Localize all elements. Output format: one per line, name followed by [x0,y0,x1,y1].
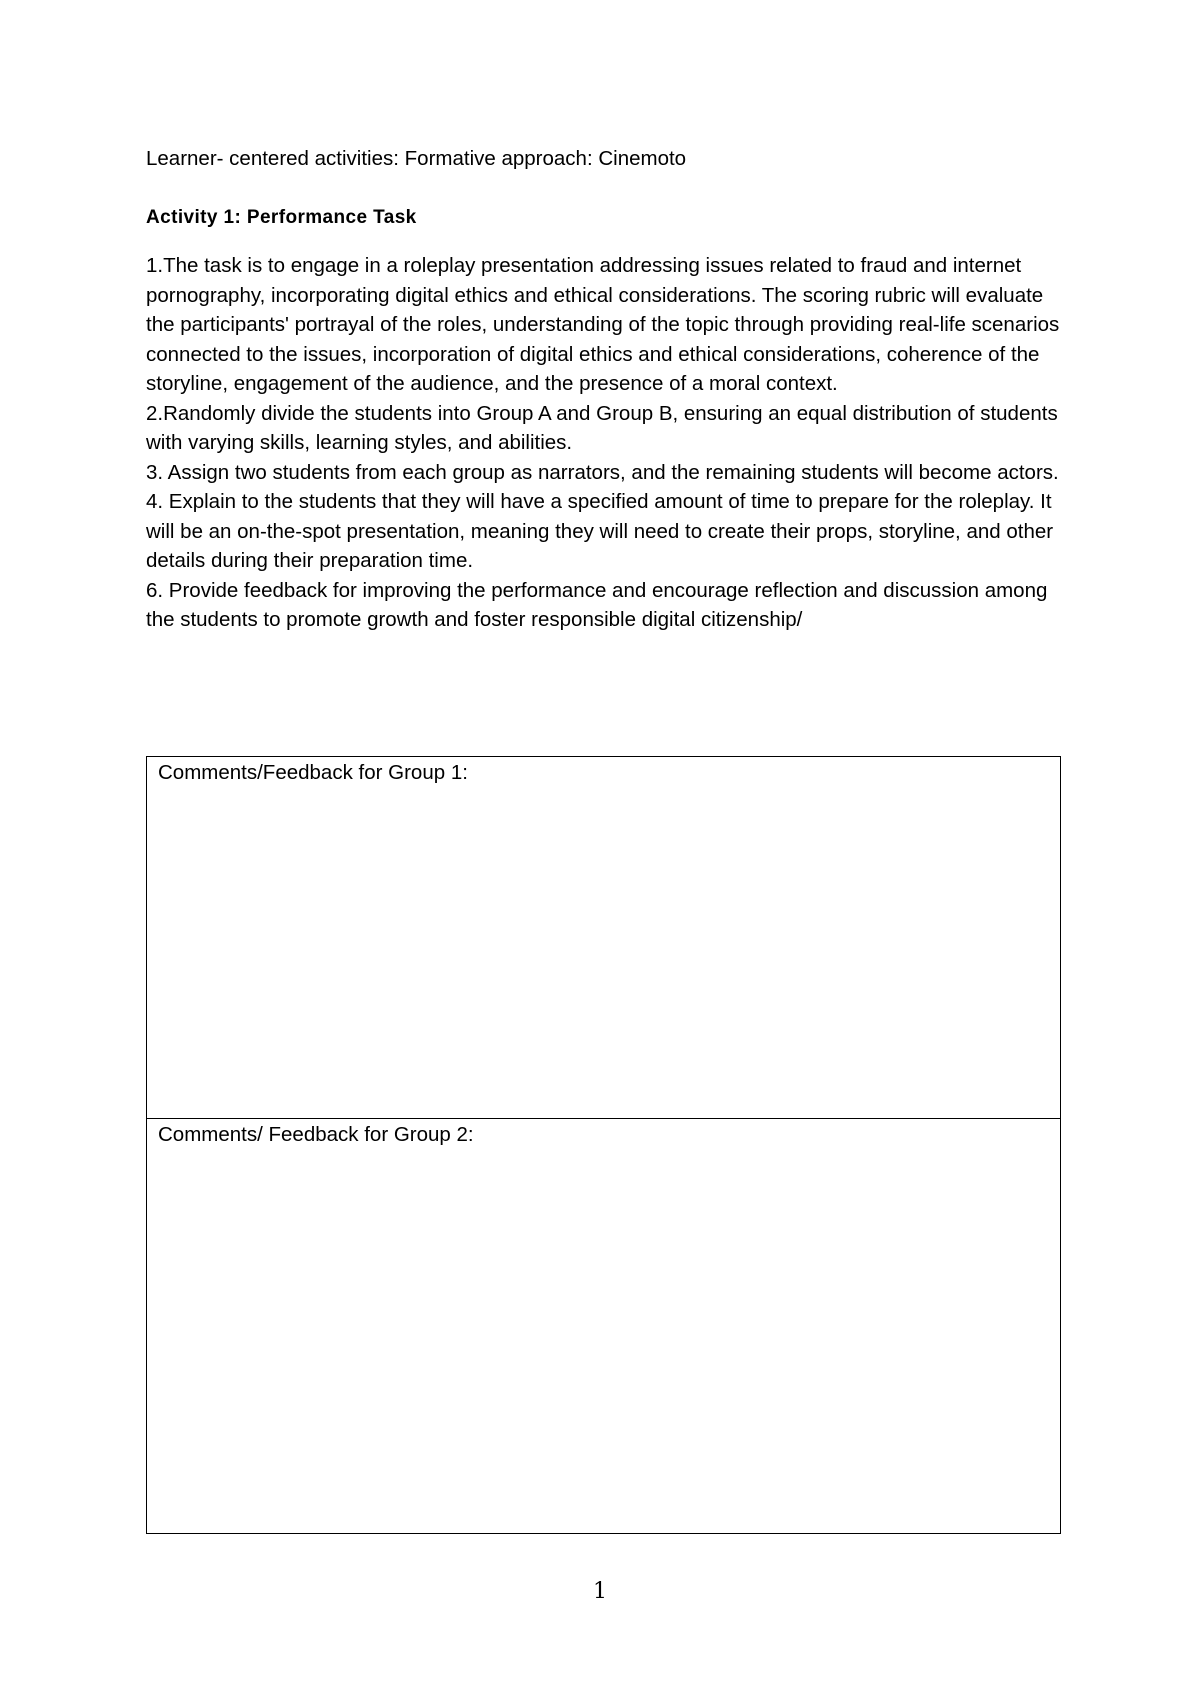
instruction-item: 4. Explain to the students that they will have a specified amount of time to prepare for the roleplay. It will be an on-the-spot presentation, meaning they will need to create their props, storyline, and other details during their preparation time. [146,490,1054,572]
instruction-item: 3. Assign two students from each group as narrators, and the remaining students will become actors. [146,460,1059,484]
feedback-table [146,756,1061,1534]
instruction-item: 1.The task is to engage in a roleplay presentation addressing issues related to fraud and internet pornography, incorporating digital ethics and ethical considerations. The scoring rubric will evaluate the participants' portrayal of the roles, understanding of the topic through providing real-life scenarios connected to the issues, incorporation of digital ethics and ethical considerations, coherence of the storyline, engagement of the audience, and the presence of a moral context. [146,254,1060,395]
instruction-item: 2.Randomly divide the students into Group A and Group B, ensuring an equal distribution of students with varying skills, learning styles, and abilities. [146,401,1058,454]
instruction-item: 6. Provide feedback for improving the performance and encourage reflection and discussion among the students to promote growth and foster responsible digital citizenship/ [146,578,1048,631]
document-heading: Learner- centered activities: Formative approach: Cinemoto [146,147,687,170]
activity-title: Activity 1: Performance Task [146,207,417,228]
feedback-cell-group-1 [147,757,1060,1119]
feedback-cell-group-2 [147,1119,1060,1533]
feedback-label-group-2: Comments/ Feedback for Group 2: [158,1123,474,1146]
feedback-label-group-1: Comments/Feedback for Group 1: [158,761,468,784]
instruction-list [146,251,1076,635]
page-number: 1 [593,1579,607,1604]
